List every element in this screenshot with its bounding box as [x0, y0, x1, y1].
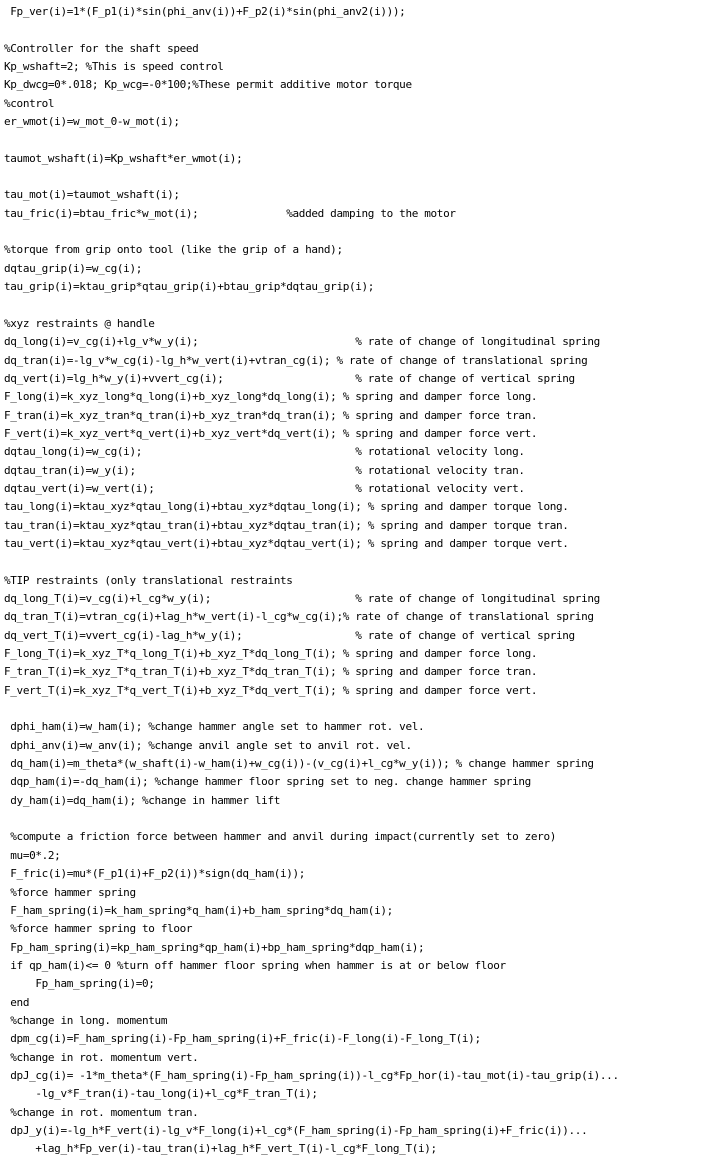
code-listing — [4, 3, 701, 1159]
code-line: %change in rot. momentum vert. — [4, 1050, 199, 1064]
code-line: dq_long(i)=v_cg(i)+lg_v*w_y(i); % rate of change of longitudinal spring — [4, 335, 600, 349]
code-line — [4, 21, 701, 39]
code-line: dq_vert_T(i)=vvert_cg(i)-lag_h*w_y(i); % rate of change of vertical spring — [4, 628, 575, 642]
code-line: F_tran(i)=k_xyz_tran*q_tran(i)+b_xyz_tran*dq_tran(i); % spring and damper force tran. — [4, 408, 538, 422]
code-line: dy_ham(i)=dq_ham(i); %change in hammer lift — [4, 793, 280, 807]
code-line: %xyz restraints @ handle — [4, 316, 155, 330]
code-line: tau_long(i)=ktau_xyz*qtau_long(i)+btau_xyz*dqtau_long(i); % spring and damper torque long. — [4, 500, 569, 514]
code-line: dpJ_y(i)=-lg_h*F_vert(i)-lg_v*F_long(i)+l_cg*(F_ham_spring(i)-Fp_ham_spring(i)+F_fric(i))... — [4, 1123, 588, 1137]
code-line: -lg_v*F_tran(i)-tau_long(i)+l_cg*F_tran_T(i); — [4, 1087, 318, 1101]
code-line — [4, 223, 701, 241]
code-line: end — [4, 995, 30, 1009]
code-line: Kp_wshaft=2; %This is speed control — [4, 60, 224, 74]
code-line: Fp_ham_spring(i)=0; — [4, 977, 155, 991]
code-line: F_vert_T(i)=k_xyz_T*q_vert_T(i)+b_xyz_T*dq_vert_T(i); % spring and damper force vert. — [4, 683, 538, 697]
code-line: dpm_cg(i)=F_ham_spring(i)-Fp_ham_spring(i)+F_fric(i)-F_long(i)-F_long_T(i); — [4, 1032, 481, 1046]
code-line: F_long_T(i)=k_xyz_T*q_long_T(i)+b_xyz_T*dq_long_T(i); % spring and damper force long. — [4, 647, 538, 661]
code-line — [4, 553, 701, 571]
code-line: dq_tran_T(i)=vtran_cg(i)+lag_h*w_vert(i)-l_cg*w_cg(i);% rate of change of translational spring — [4, 610, 594, 624]
code-line: tau_grip(i)=ktau_grip*qtau_grip(i)+btau_grip*dqtau_grip(i); — [4, 280, 375, 294]
code-line: dq_vert(i)=lg_h*w_y(i)+vvert_cg(i); % rate of change of vertical spring — [4, 371, 575, 385]
code-line — [4, 168, 701, 186]
code-line: %change in rot. momentum tran. — [4, 1105, 199, 1119]
code-line: %TIP restraints (only translational restraints — [4, 573, 293, 587]
code-line: dqtau_long(i)=w_cg(i); % rotational velocity long. — [4, 445, 525, 459]
code-line: Fp_ver(i)=1*(F_p1(i)*sin(phi_anv(i))+F_p2(i)*sin(phi_anv2(i))); — [4, 5, 406, 18]
code-line: tau_fric(i)=btau_fric*w_mot(i); %added damping to the motor — [4, 206, 456, 220]
code-line: dqp_ham(i)=-dq_ham(i); %change hammer floor spring set to neg. change hammer spring — [4, 775, 531, 789]
code-line: er_wmot(i)=w_mot_0-w_mot(i); — [4, 115, 180, 129]
code-line: F_tran_T(i)=k_xyz_T*q_tran_T(i)+b_xyz_T*dq_tran_T(i); % spring and damper force tran. — [4, 665, 538, 679]
code-line: %force hammer spring to floor — [4, 922, 193, 936]
code-line: %change in long. momentum — [4, 1013, 168, 1027]
code-line: dq_ham(i)=m_theta*(w_shaft(i)-w_ham(i)+w_cg(i))-(v_cg(i)+l_cg*w_y(i)); % change hammer spring — [4, 757, 594, 771]
code-line: %control — [4, 96, 55, 110]
code-line: Kp_dwcg=0*.018; Kp_wcg=-0*100;%These permit additive motor torque — [4, 78, 412, 92]
code-line: F_ham_spring(i)=k_ham_spring*q_ham(i)+b_ham_spring*dq_ham(i); — [4, 903, 393, 917]
code-line: tau_tran(i)=ktau_xyz*qtau_tran(i)+btau_xyz*dqtau_tran(i); % spring and damper torque tran. — [4, 518, 569, 532]
code-line: dqtau_grip(i)=w_cg(i); — [4, 261, 142, 275]
code-line: %Controller for the shaft speed — [4, 41, 199, 55]
code-line — [4, 297, 701, 315]
code-line: F_long(i)=k_xyz_long*q_long(i)+b_xyz_long*dq_long(i); % spring and damper force long. — [4, 390, 538, 404]
code-line: taumot_wshaft(i)=Kp_wshaft*er_wmot(i); — [4, 151, 243, 165]
code-line: if qp_ham(i)<= 0 %turn off hammer floor spring when hammer is at or below floor — [4, 958, 506, 972]
code-line: +lag_h*Fp_ver(i)-tau_tran(i)+lag_h*F_vert_T(i)-l_cg*F_long_T(i); — [4, 1142, 437, 1156]
code-line: %torque from grip onto tool (like the grip of a hand); — [4, 243, 343, 257]
code-line: mu=0*.2; — [4, 848, 61, 862]
code-line: F_fric(i)=mu*(F_p1(i)+F_p2(i))*sign(dq_ham(i)); — [4, 867, 306, 881]
code-line — [4, 131, 701, 149]
code-line — [4, 810, 701, 828]
code-line: dpJ_cg(i)= -1*m_theta*(F_ham_spring(i)-Fp_ham_spring(i))-l_cg*Fp_hor(i)-tau_mot(i)-tau_grip(i)... — [4, 1068, 619, 1082]
code-line: dq_long_T(i)=v_cg(i)+l_cg*w_y(i); % rate of change of longitudinal spring — [4, 592, 600, 605]
code-line: %force hammer spring — [4, 885, 136, 899]
code-line: dphi_anv(i)=w_anv(i); %change anvil angle set to anvil rot. vel. — [4, 738, 412, 752]
code-line — [4, 700, 701, 718]
code-line: %compute a friction force between hammer and anvil during impact(currently set to zero) — [4, 830, 556, 844]
code-line: dqtau_tran(i)=w_y(i); % rotational velocity tran. — [4, 463, 525, 477]
code-line: tau_vert(i)=ktau_xyz*qtau_vert(i)+btau_xyz*dqtau_vert(i); % spring and damper torque vert. — [4, 536, 569, 550]
code-line: Fp_ham_spring(i)=kp_ham_spring*qp_ham(i)+bp_ham_spring*dqp_ham(i); — [4, 940, 425, 954]
code-line: tau_mot(i)=taumot_wshaft(i); — [4, 188, 180, 202]
code-line: dphi_ham(i)=w_ham(i); %change hammer angle set to hammer rot. vel. — [4, 720, 425, 734]
code-line: dq_tran(i)=-lg_v*w_cg(i)-lg_h*w_vert(i)+vtran_cg(i); % rate of change of translational spring — [4, 353, 588, 367]
code-line: F_vert(i)=k_xyz_vert*q_vert(i)+b_xyz_vert*dq_vert(i); % spring and damper force vert. — [4, 426, 538, 440]
code-line: dqtau_vert(i)=w_vert(i); % rotational velocity vert. — [4, 481, 525, 495]
